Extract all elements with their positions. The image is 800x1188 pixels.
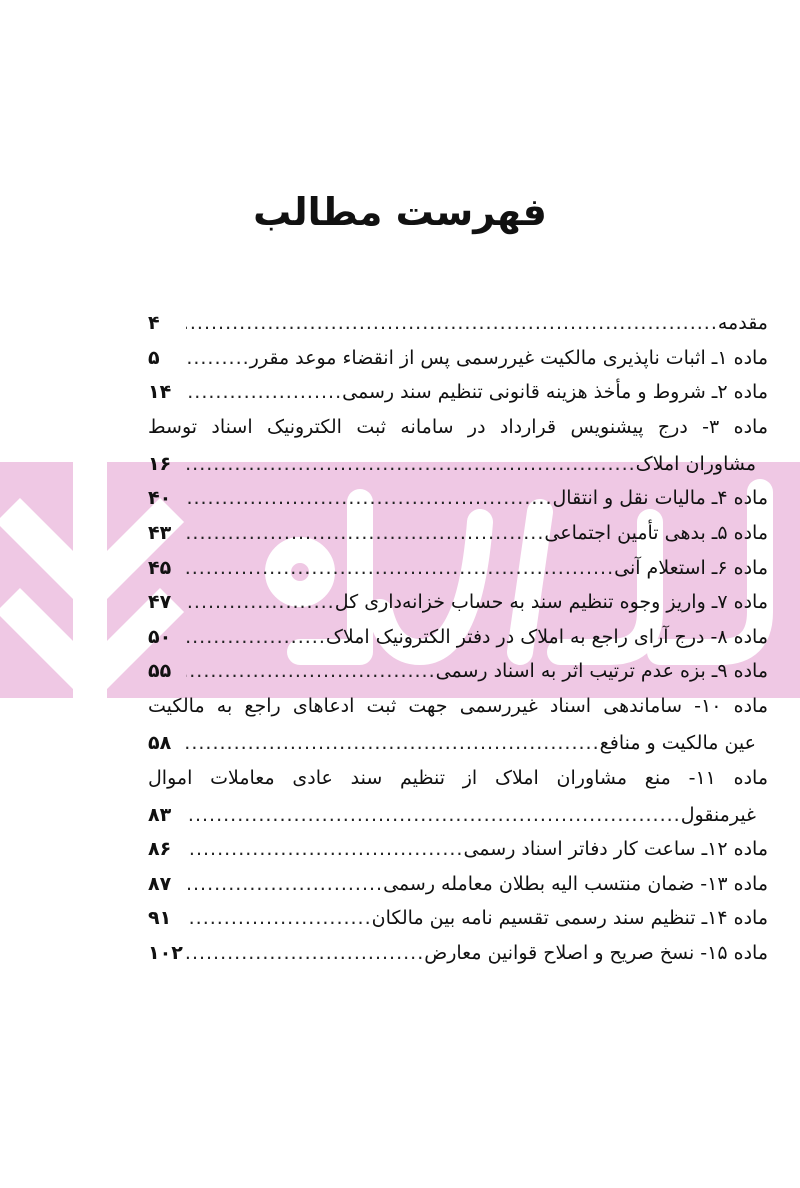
page-title: فهرست مطالب	[253, 190, 547, 234]
toc-entry[interactable]	[148, 585, 768, 620]
toc-entry[interactable]	[148, 761, 768, 798]
toc-entry[interactable]	[148, 516, 768, 551]
toc-entry[interactable]	[148, 551, 768, 586]
toc-entry-page: ۸۳	[148, 803, 172, 826]
toc-entry-title: عین مالکیت و منافع	[599, 731, 756, 754]
toc-entry-continuation[interactable]	[148, 447, 768, 482]
toc-entry[interactable]	[148, 620, 768, 655]
toc-entry-page: ۴۳	[148, 521, 172, 544]
toc-entry-title: ماده ۶ـ استعلام آنی	[614, 556, 768, 579]
toc-entry-title: غیرمنقول	[680, 803, 756, 826]
toc-entry-title: ماده ۱۲ـ ساعت کار دفاتر اسناد رسمی	[463, 838, 768, 861]
toc-entry-title: مقدمه	[717, 312, 768, 334]
toc-entry-title: ماده ۸- درج آرای راجع به املاک در دفتر الکترونیک املاک	[325, 625, 768, 648]
toc-entry-title: ماده ۹ـ بزه عدم ترتیب اثر به اسناد رسمی	[435, 660, 768, 683]
toc-entry[interactable]	[148, 901, 768, 936]
toc-entry-page: ۱۶	[148, 452, 172, 475]
toc-entry-title: مشاوران املاک	[635, 452, 756, 475]
toc-entry-page: ۴۷	[148, 591, 172, 614]
toc-entry[interactable]	[148, 341, 768, 376]
toc-entry-page: ۵۵	[148, 660, 172, 683]
toc-entry-page: ۴۰	[148, 487, 172, 510]
toc-entry-title: ماده ۱ـ اثبات ناپذیری مالکیت غیررسمی پس از انقضاء موعد مقرر	[249, 346, 768, 369]
toc-entry-title: ماده ۳- درج پیشنویس قرارداد در سامانه ثبت الکترونیک اسناد توسط	[148, 415, 769, 438]
toc-entry-title: ماده ۵ـ بدهی تأمین اجتماعی	[544, 521, 768, 544]
toc-entry[interactable]	[148, 936, 768, 971]
toc-entry-page: ۹۱	[148, 907, 172, 930]
toc-entry-page: ۱۰۲	[148, 941, 183, 964]
toc-entry-page: ۸۷	[148, 872, 172, 895]
toc-entry-title: ماده ۱۳- ضمان منتسب الیه بطلان معامله رسمی	[383, 872, 768, 895]
toc-entry[interactable]	[148, 867, 768, 902]
toc-entry-title: ماده ۱۰- ساماندهی اسناد غیررسمی جهت ثبت ادعاهای راجع به مالکیت	[148, 694, 768, 717]
toc-entry-page: ۵	[148, 346, 160, 369]
table-of-contents	[148, 306, 768, 971]
toc-entry-page: ۴	[148, 312, 160, 334]
toc-entry-title: ماده ۱۴ـ تنظیم سند رسمی تقسیم نامه بین مالکان	[371, 907, 768, 930]
toc-entry-page: ۸۶	[148, 838, 172, 861]
toc-entry-title: ماده ۱۱- منع مشاوران املاک از تنظیم سند عادی معاملات اموال	[148, 766, 769, 789]
toc-entry[interactable]	[148, 832, 768, 867]
toc-entry-title: ماده ۷ـ واریز وجوه تنظیم سند به حساب خزانه‌داری کل	[334, 591, 768, 614]
toc-entry-page: ۴۵	[148, 556, 172, 579]
toc-entry-continuation[interactable]	[148, 726, 768, 761]
toc-entry-continuation[interactable]	[148, 798, 768, 833]
toc-entry-page: ۵۸	[148, 731, 172, 754]
toc-entry[interactable]	[148, 306, 768, 341]
toc-entry[interactable]	[148, 654, 768, 689]
toc-entry-page: ۵۰	[148, 625, 172, 648]
toc-entry[interactable]	[148, 375, 768, 410]
toc-entry[interactable]	[148, 410, 768, 447]
toc-entry[interactable]	[148, 689, 768, 726]
toc-entry[interactable]	[148, 481, 768, 516]
toc-entry-page: ۱۴	[148, 381, 172, 404]
toc-entry-title: ماده ۴ـ مالیات نقل و انتقال	[552, 487, 768, 510]
toc-entry-title: ماده ۲ـ شروط و مأخذ هزینه قانونی تنظیم سند رسمی	[342, 381, 768, 404]
toc-entry-title: ماده ۱۵- نسخ صریح و اصلاح قوانین معارض	[424, 941, 768, 964]
